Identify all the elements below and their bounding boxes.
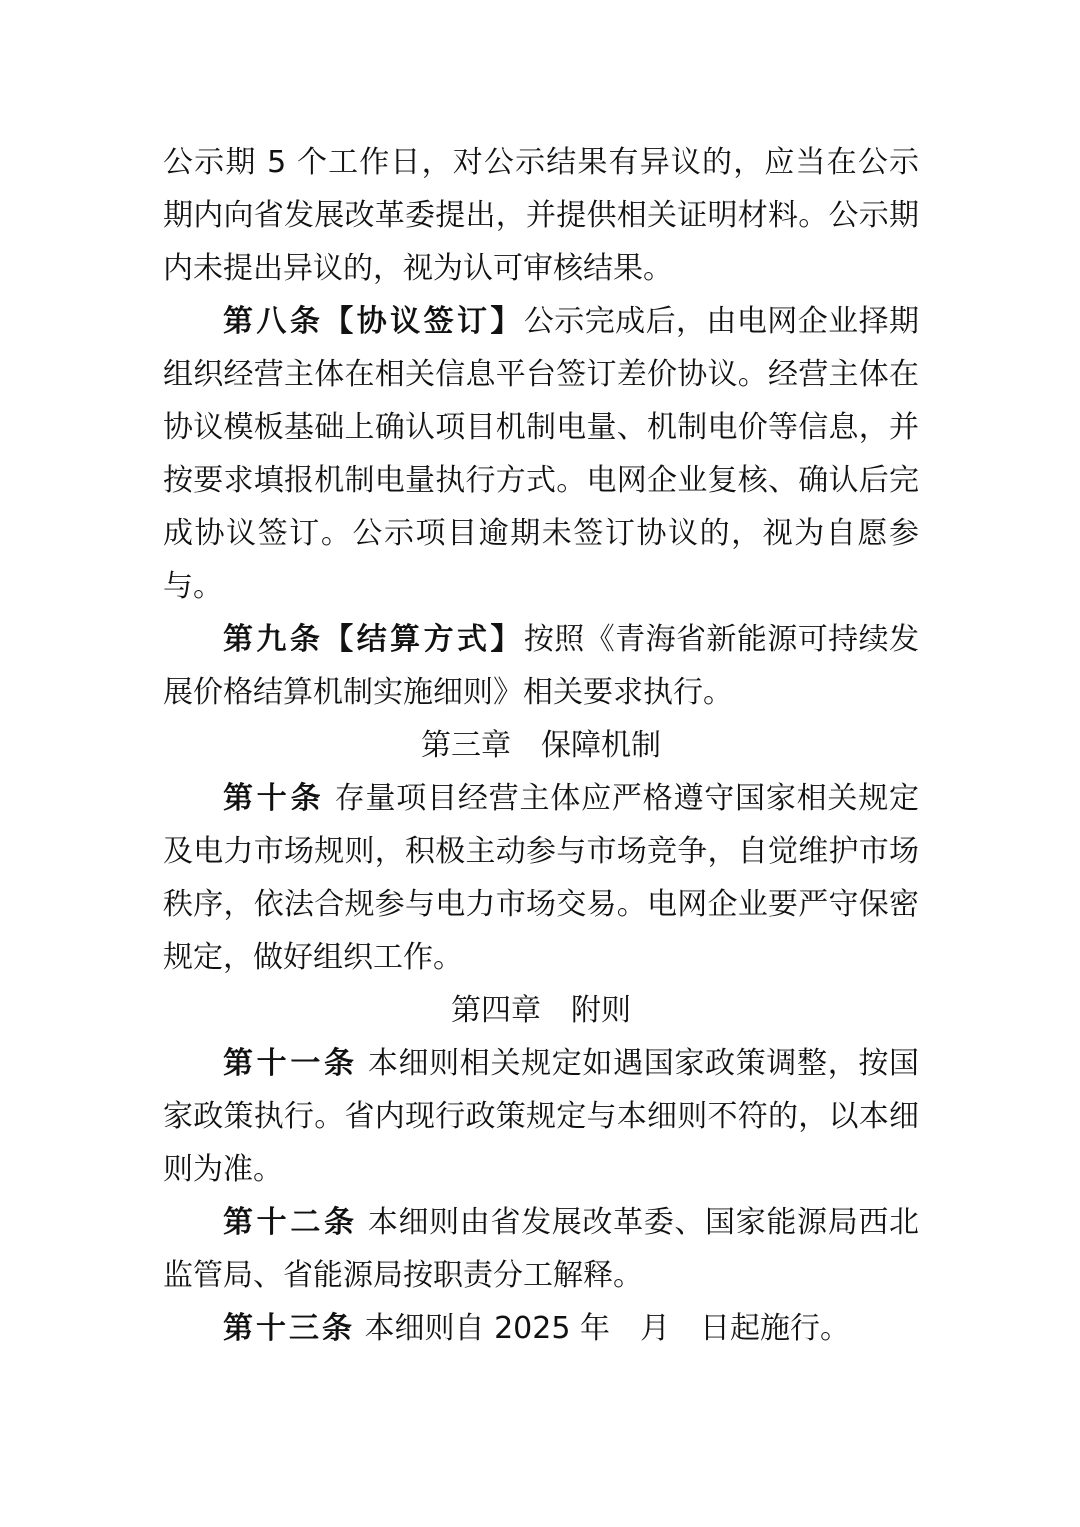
chapter-3-title: 第三章 保障机制 [421,728,661,763]
article-11-text: 本细则相关规定如遇国家政策调整，按国家政策执行。省内现行政策规定与本细则不符的，以本细则为准。 [163,1046,920,1187]
article-13 [163,1302,919,1355]
article-9-heading: 第九条【结算方式】 [223,622,524,657]
article-8-text: 公示完成后，由电网企业择期组织经营主体在相关信息平台签订差价协议。经营主体在协议模板基础上确认项目机制电量、机制电价等信息，并按要求填报机制电量执行方式。电网企业复核、确认后完成协议签订。公示项目逾期未签订协议的，视为自愿参与。 [163,304,920,604]
article-12-heading: 第十二条 [223,1205,358,1240]
article-9-text: 按照《青海省新能源可持续发展价格结算机制实施细则》相关要求执行。 [163,622,920,710]
article-11 [163,1037,919,1196]
article-10-text: 存量项目经营主体应严格遵守国家相关规定及电力市场规则，积极主动参与市场竞争，自觉维护市场秩序，依法合规参与电力市场交易。电网企业要严守保密规定，做好组织工作。 [163,781,919,975]
article-13-heading: 第十三条 [223,1311,355,1346]
article-11-heading: 第十一条 [223,1046,358,1081]
article-8-heading: 第八条【协议签订】 [223,304,524,339]
chapter-4-title: 第四章 附则 [451,993,631,1028]
article-12-text: 本细则由省发展改革委、国家能源局西北监管局、省能源局按职责分工解释。 [163,1205,920,1293]
article-10 [163,772,919,984]
continuation-paragraph: 公示期 5 个工作日，对公示结果有异议的，应当在公示期内向省发展改革委提出，并提供相关证明材料。公示期内未提出异议的，视为认可审核结果。 [163,145,919,286]
article-9 [163,613,919,719]
article-8 [163,295,919,613]
article-13-text: 本细则自 2025 年 月 日起施行。 [355,1311,850,1346]
article-12 [163,1196,919,1302]
article-10-heading: 第十条 [223,781,325,816]
document-body [163,136,919,1355]
